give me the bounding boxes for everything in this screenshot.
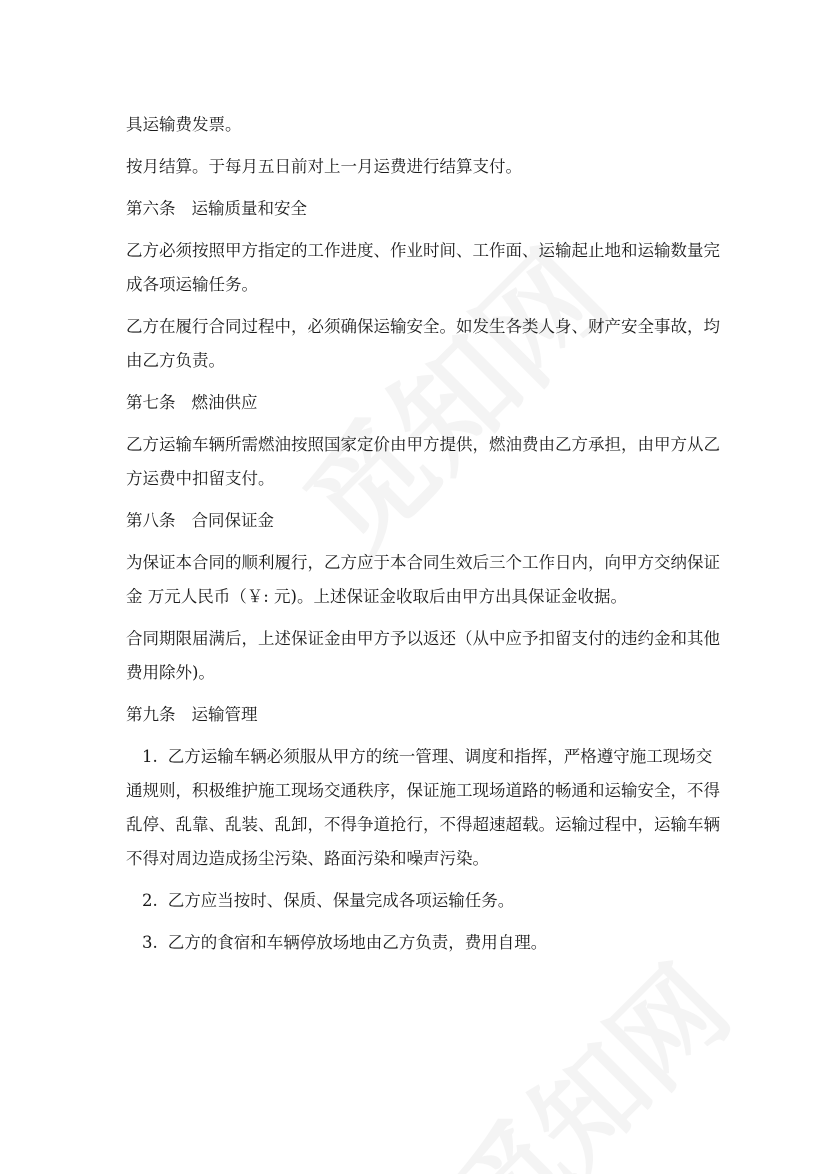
section-number: 第六条 (126, 199, 176, 218)
paragraph: 合同期限届满后，上述保证金由甲方予以返还（从中应予扣留支付的违约金和其他费用除外)。 (126, 629, 720, 682)
section-title: 运输质量和安全 (191, 199, 307, 218)
section-title: 燃油供应 (191, 393, 258, 412)
list-marker: 2. (142, 891, 158, 910)
list-item-text: 乙方应当按时、保质、保量完成各项运输任务。 (167, 891, 515, 910)
section-title: 运输管理 (191, 705, 258, 724)
section-heading (126, 386, 726, 420)
paragraph: 乙方必须按照甲方指定的工作进度、作业时间、工作面、运输起止地和运输数量完成各项运输任务。 (126, 241, 720, 294)
section-number: 第九条 (126, 705, 176, 724)
section-heading (126, 698, 726, 732)
list-item (126, 884, 726, 918)
paragraph: 乙方运输车辆所需燃油按照国家定价由甲方提供，燃油费由乙方承担，由甲方从乙方运费中扣留支付。 (126, 435, 720, 488)
list-item (126, 740, 726, 876)
document-body (126, 108, 726, 968)
section-title: 合同保证金 (191, 511, 274, 530)
list-item-text: 乙方运输车辆必须服从甲方的统一管理、调度和指挥，严格遵守施工现场交通规则，积极维护施工现场交通秩序，保证施工现场道路的畅通和运输安全，不得乱停、乱靠、乱装、乱卸，不得争道抢行，不得超速超载。运输过程中，运输车辆不得对周边造成扬尘污染、路面污染和噪声污染。 (126, 747, 720, 868)
section-number: 第八条 (126, 511, 176, 530)
list-marker: 1. (142, 747, 158, 766)
paragraph: 为保证本合同的顺利履行，乙方应于本合同生效后三个工作日内，向甲方交纳保证金 万元人民币（￥: 元)。上述保证金收取后由甲方出具保证金收据。 (126, 553, 720, 606)
list-marker: 3. (142, 933, 158, 952)
section-heading (126, 192, 726, 226)
paragraph: 按月结算。于每月五日前对上一月运费进行结算支付。 (126, 157, 522, 176)
section-number: 第七条 (126, 393, 176, 412)
paragraph: 乙方在履行合同过程中，必须确保运输安全。如发生各类人身、财产安全事故，均由乙方负责。 (126, 317, 720, 370)
list-item-text: 乙方的食宿和车辆停放场地由乙方负责，费用自理。 (167, 933, 548, 952)
paragraph: 具运输费发票。 (126, 115, 242, 134)
list-item (126, 926, 726, 960)
section-heading (126, 504, 726, 538)
